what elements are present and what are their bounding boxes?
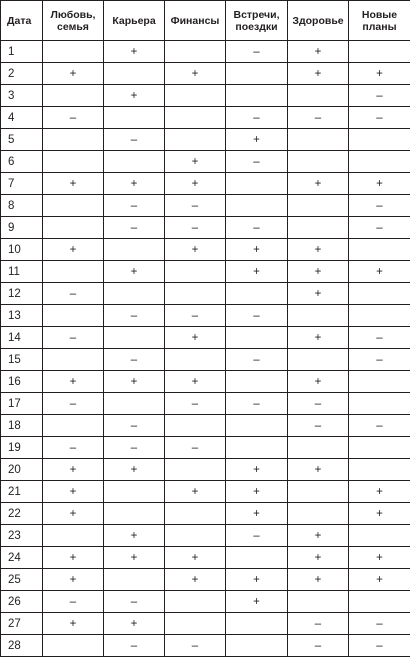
cell-career [104,239,165,261]
cell-health: – [288,613,349,635]
cell-health: + [288,283,349,305]
cell-date: 22 [1,503,43,525]
table-row [1,393,410,415]
cell-new-plans [349,591,410,613]
table-row [1,129,410,151]
cell-new-plans [349,305,410,327]
table-row [1,591,410,613]
cell-health: + [288,173,349,195]
cell-finance: + [165,151,226,173]
cell-date: 16 [1,371,43,393]
cell-date: 17 [1,393,43,415]
table-row [1,459,410,481]
table-row [1,85,410,107]
table-row [1,547,410,569]
cell-date: 6 [1,151,43,173]
cell-date: 20 [1,459,43,481]
cell-career [104,503,165,525]
cell-date: 24 [1,547,43,569]
cell-health: + [288,569,349,591]
header-love-family: Любовь, семья [43,1,104,41]
cell-career [104,327,165,349]
table-row [1,525,410,547]
cell-love-family: + [43,239,104,261]
cell-career [104,107,165,129]
cell-love-family [43,195,104,217]
cell-date: 1 [1,41,43,63]
cell-new-plans [349,239,410,261]
cell-date: 25 [1,569,43,591]
cell-finance: – [165,437,226,459]
cell-new-plans: + [349,173,410,195]
table-body [1,41,410,657]
table-row [1,437,410,459]
cell-date: 28 [1,635,43,657]
cell-love-family: + [43,547,104,569]
cell-love-family [43,635,104,657]
cell-meetings-trips: + [226,591,288,613]
cell-career [104,393,165,415]
cell-meetings-trips [226,173,288,195]
table-row [1,261,410,283]
cell-finance [165,261,226,283]
cell-love-family: + [43,371,104,393]
table-row [1,327,410,349]
cell-love-family [43,129,104,151]
cell-love-family [43,349,104,371]
cell-health [288,349,349,371]
cell-love-family: + [43,503,104,525]
cell-career: – [104,217,165,239]
cell-new-plans: + [349,63,410,85]
cell-career: – [104,437,165,459]
cell-health [288,591,349,613]
cell-health [288,129,349,151]
table-row [1,569,410,591]
cell-meetings-trips: + [226,239,288,261]
cell-new-plans [349,283,410,305]
cell-health [288,151,349,173]
cell-new-plans: + [349,261,410,283]
cell-love-family: – [43,283,104,305]
cell-finance [165,283,226,305]
cell-health: + [288,261,349,283]
cell-date: 19 [1,437,43,459]
cell-meetings-trips [226,547,288,569]
cell-date: 11 [1,261,43,283]
cell-date: 26 [1,591,43,613]
cell-career [104,481,165,503]
cell-finance: + [165,547,226,569]
table-row [1,415,410,437]
cell-date: 13 [1,305,43,327]
table-row [1,151,410,173]
cell-career: + [104,525,165,547]
cell-date: 27 [1,613,43,635]
cell-love-family [43,217,104,239]
cell-new-plans: – [349,349,410,371]
cell-finance: + [165,239,226,261]
cell-new-plans: – [349,635,410,657]
cell-date: 10 [1,239,43,261]
cell-career: – [104,129,165,151]
cell-health: + [288,459,349,481]
cell-health: – [288,107,349,129]
table-row [1,195,410,217]
cell-health: – [288,393,349,415]
cell-love-family [43,85,104,107]
cell-love-family [43,305,104,327]
cell-meetings-trips [226,85,288,107]
cell-new-plans: – [349,327,410,349]
cell-finance [165,503,226,525]
cell-finance: + [165,327,226,349]
cell-finance [165,41,226,63]
cell-meetings-trips: + [226,481,288,503]
table-row [1,371,410,393]
cell-meetings-trips: + [226,261,288,283]
cell-career: – [104,415,165,437]
header-career: Карьера [104,1,165,41]
cell-date: 14 [1,327,43,349]
cell-meetings-trips: + [226,569,288,591]
table-row [1,63,410,85]
cell-health: – [288,635,349,657]
cell-meetings-trips: + [226,129,288,151]
cell-love-family: + [43,63,104,85]
cell-love-family: – [43,591,104,613]
cell-health [288,195,349,217]
cell-finance [165,613,226,635]
cell-meetings-trips: – [226,349,288,371]
cell-finance [165,349,226,371]
cell-new-plans: – [349,195,410,217]
cell-meetings-trips: – [226,393,288,415]
cell-meetings-trips [226,327,288,349]
cell-meetings-trips: – [226,305,288,327]
cell-love-family [43,151,104,173]
cell-love-family: – [43,107,104,129]
cell-career: + [104,547,165,569]
cell-finance: + [165,371,226,393]
cell-finance: – [165,635,226,657]
cell-meetings-trips: – [226,217,288,239]
cell-new-plans [349,371,410,393]
cell-health [288,85,349,107]
cell-meetings-trips [226,635,288,657]
cell-health: + [288,41,349,63]
cell-new-plans [349,41,410,63]
cell-finance: + [165,481,226,503]
header-finance: Финансы [165,1,226,41]
table-row [1,107,410,129]
cell-career [104,283,165,305]
cell-health: – [288,415,349,437]
table-row [1,481,410,503]
cell-finance [165,129,226,151]
table-row [1,503,410,525]
cell-new-plans: – [349,415,410,437]
cell-new-plans [349,459,410,481]
cell-date: 21 [1,481,43,503]
table-row [1,305,410,327]
cell-meetings-trips: – [226,151,288,173]
cell-meetings-trips [226,63,288,85]
cell-love-family: + [43,613,104,635]
cell-new-plans [349,525,410,547]
cell-finance: + [165,173,226,195]
cell-career: – [104,349,165,371]
cell-date: 15 [1,349,43,371]
cell-meetings-trips [226,371,288,393]
cell-career: – [104,591,165,613]
cell-love-family: – [43,393,104,415]
cell-finance: – [165,305,226,327]
cell-new-plans [349,129,410,151]
cell-love-family [43,41,104,63]
cell-date: 12 [1,283,43,305]
cell-new-plans: + [349,547,410,569]
cell-meetings-trips: – [226,41,288,63]
cell-meetings-trips [226,195,288,217]
cell-new-plans [349,151,410,173]
cell-love-family [43,261,104,283]
cell-love-family: + [43,569,104,591]
cell-career [104,569,165,591]
cell-new-plans: – [349,107,410,129]
table-row [1,635,410,657]
cell-meetings-trips: – [226,525,288,547]
table-header-row [1,1,410,41]
cell-date: 18 [1,415,43,437]
cell-meetings-trips: + [226,459,288,481]
cell-career: + [104,613,165,635]
cell-health: + [288,525,349,547]
cell-date: 7 [1,173,43,195]
cell-meetings-trips: + [226,503,288,525]
cell-health [288,481,349,503]
cell-date: 2 [1,63,43,85]
table-row [1,41,410,63]
table-row [1,239,410,261]
cell-love-family: + [43,481,104,503]
cell-love-family: + [43,459,104,481]
cell-date: 5 [1,129,43,151]
cell-new-plans: – [349,217,410,239]
cell-career: – [104,195,165,217]
table-row [1,349,410,371]
cell-finance [165,85,226,107]
cell-career: + [104,261,165,283]
cell-love-family [43,525,104,547]
header-health: Здоровье [288,1,349,41]
cell-new-plans [349,393,410,415]
cell-new-plans [349,437,410,459]
cell-career: + [104,85,165,107]
cell-career [104,63,165,85]
cell-date: 9 [1,217,43,239]
cell-career: + [104,41,165,63]
cell-career: + [104,173,165,195]
cell-meetings-trips [226,283,288,305]
cell-date: 3 [1,85,43,107]
cell-health: + [288,371,349,393]
cell-new-plans: + [349,481,410,503]
cell-health [288,305,349,327]
cell-love-family: – [43,327,104,349]
cell-finance: + [165,63,226,85]
cell-meetings-trips: – [226,107,288,129]
cell-career: – [104,305,165,327]
cell-finance: – [165,393,226,415]
cell-meetings-trips [226,613,288,635]
cell-new-plans: + [349,569,410,591]
cell-meetings-trips [226,437,288,459]
cell-health [288,503,349,525]
cell-health: + [288,63,349,85]
cell-love-family: + [43,173,104,195]
cell-finance [165,459,226,481]
header-meetings-trips: Встречи, поездки [226,1,288,41]
cell-health [288,437,349,459]
cell-career: + [104,371,165,393]
cell-health: + [288,239,349,261]
cell-date: 23 [1,525,43,547]
header-new-plans: Новые планы [349,1,410,41]
cell-finance [165,525,226,547]
cell-love-family [43,415,104,437]
cell-health: + [288,327,349,349]
cell-finance [165,107,226,129]
cell-finance: + [165,569,226,591]
table-row [1,173,410,195]
cell-career: + [104,459,165,481]
cell-career: – [104,635,165,657]
cell-health [288,217,349,239]
cell-finance: – [165,217,226,239]
cell-new-plans: + [349,503,410,525]
cell-date: 4 [1,107,43,129]
cell-career [104,151,165,173]
cell-finance: – [165,195,226,217]
cell-health: + [288,547,349,569]
cell-meetings-trips [226,415,288,437]
table-row [1,283,410,305]
cell-new-plans: – [349,613,410,635]
cell-love-family: – [43,437,104,459]
cell-date: 8 [1,195,43,217]
cell-new-plans: – [349,85,410,107]
table-row [1,613,410,635]
cell-finance [165,591,226,613]
table-row [1,217,410,239]
header-date: Дата [1,1,43,41]
cell-finance [165,415,226,437]
